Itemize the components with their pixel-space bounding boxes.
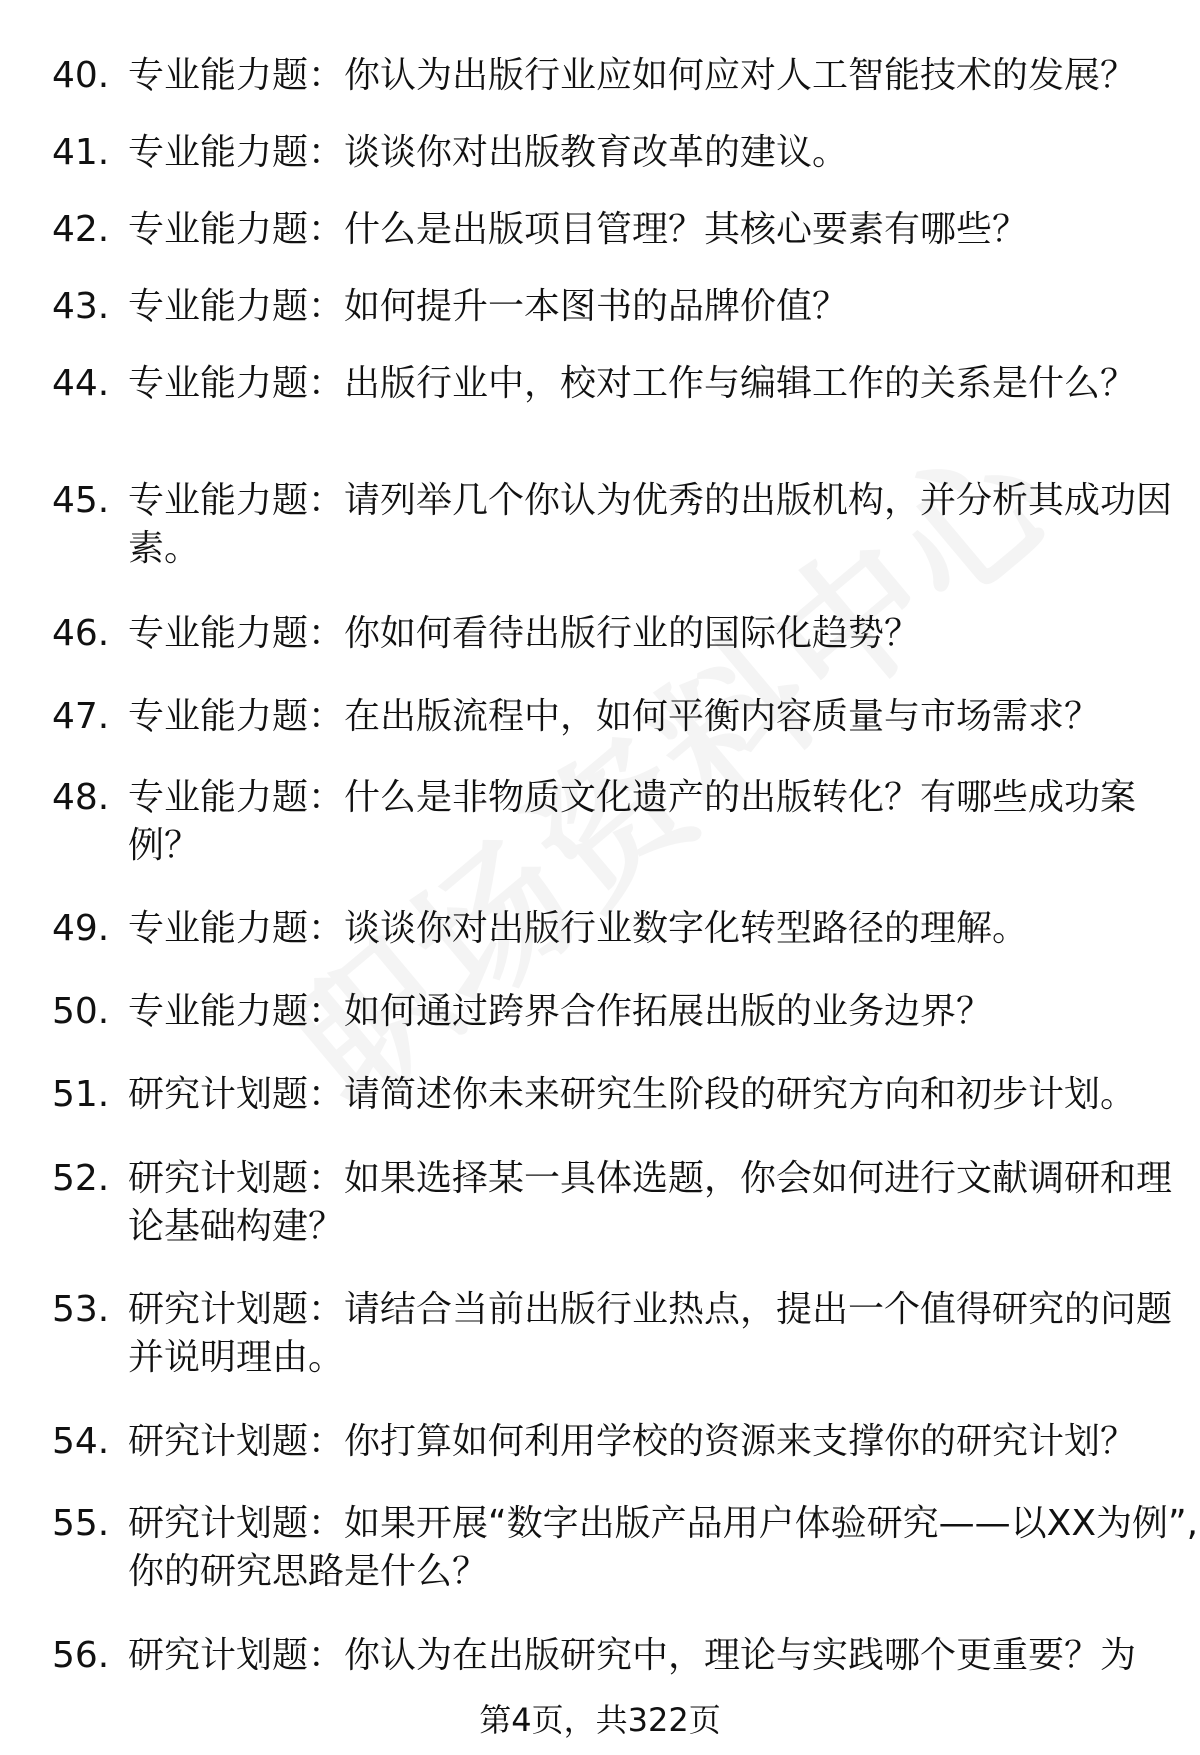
question-number: 54. <box>52 1421 110 1462</box>
question-number: 48. <box>52 777 110 818</box>
question-text: 专业能力题：谈谈你对出版教育改革的建议。 <box>128 132 849 173</box>
question-text: 专业能力题：出版行业中，校对工作与编辑工作的关系是什么？ <box>128 363 1137 404</box>
question-number: 44. <box>52 363 110 404</box>
question-text: 研究计划题：你认为在出版研究中，理论与实践哪个更重要？为 <box>128 1635 1137 1676</box>
question-text: 专业能力题：你如何看待出版行业的国际化趋势？ <box>128 613 921 654</box>
question-number: 49. <box>52 908 110 949</box>
question-number: 55. <box>52 1503 110 1544</box>
question-text: 专业能力题：如何提升一本图书的品牌价值？ <box>128 286 849 327</box>
question-number: 46. <box>52 613 110 654</box>
question-number: 42. <box>52 209 110 250</box>
question-number: 56. <box>52 1635 110 1676</box>
question-number: 51. <box>52 1074 110 1115</box>
question-number: 45. <box>52 480 110 521</box>
question-number: 41. <box>52 132 110 173</box>
question-text: 专业能力题：什么是非物质文化遗产的出版转化？有哪些成功案例？ <box>128 777 1137 866</box>
question-text: 研究计划题：如果开展“数字出版产品用户体验研究——以XX为例”,你的研究思路是什么？ <box>128 1503 1199 1592</box>
question-number: 50. <box>52 991 110 1032</box>
question-text: 专业能力题：在出版流程中，如何平衡内容质量与市场需求？ <box>128 696 1101 737</box>
question-number: 52. <box>52 1158 110 1199</box>
question-number: 47. <box>52 696 110 737</box>
question-text: 专业能力题：如何通过跨界合作拓展出版的业务边界？ <box>128 991 993 1032</box>
question-number: 43. <box>52 286 110 327</box>
page-footer: 第4页，共322页 <box>479 1701 721 1739</box>
question-number: 53. <box>52 1289 110 1330</box>
question-text: 专业能力题：什么是出版项目管理？其核心要素有哪些？ <box>128 209 1029 250</box>
question-text: 专业能力题：你认为出版行业应如何应对人工智能技术的发展？ <box>128 55 1137 96</box>
question-text: 研究计划题：如果选择某一具体选题，你会如何进行文献调研和理论基础构建？ <box>128 1158 1173 1247</box>
question-text: 专业能力题：请列举几个你认为优秀的出版机构，并分析其成功因素。 <box>128 480 1173 569</box>
question-text: 研究计划题：请简述你未来研究生阶段的研究方向和初步计划。 <box>128 1074 1137 1115</box>
question-number: 40. <box>52 55 110 96</box>
question-text: 研究计划题：请结合当前出版行业热点，提出一个值得研究的问题并说明理由。 <box>128 1289 1173 1378</box>
question-text: 研究计划题：你打算如何利用学校的资源来支撑你的研究计划？ <box>128 1421 1137 1462</box>
question-text: 专业能力题：谈谈你对出版行业数字化转型路径的理解。 <box>128 908 1029 949</box>
